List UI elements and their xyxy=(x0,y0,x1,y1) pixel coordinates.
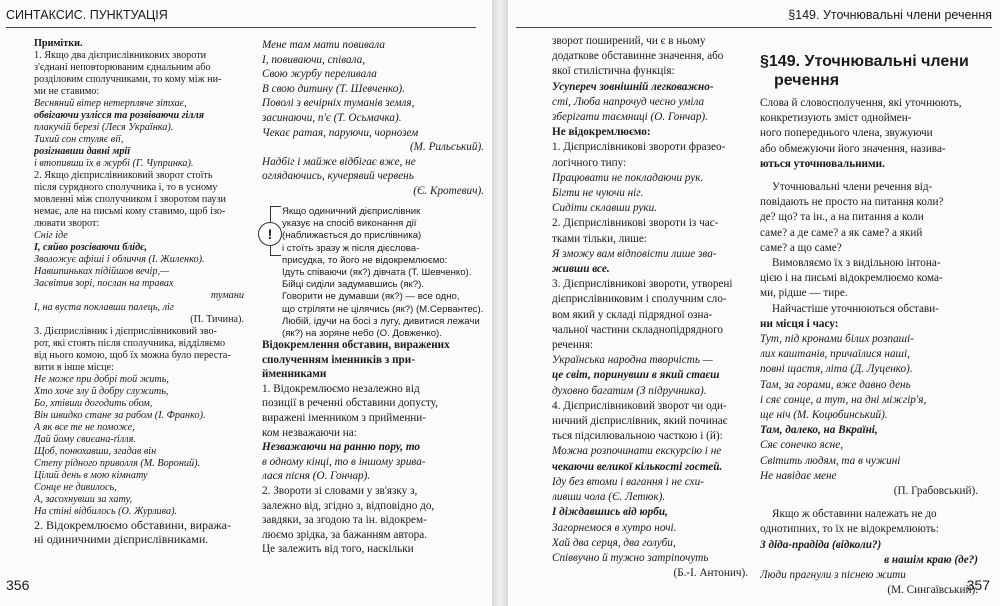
text-line: І, сяйво розсіваючи блідє, xyxy=(34,242,147,253)
text-line: ще ніч (М. Коцюбинський). xyxy=(760,409,888,422)
text-line: Чекає ратая, паруючи, чорнозем xyxy=(262,126,419,139)
text-line: Зволожує афіші і обличчя (І. Жиленко). xyxy=(34,254,205,265)
text-line: Там, далеко, на Вкраїні, xyxy=(760,424,878,437)
text-line: Там, за горами, вже давно день xyxy=(760,378,911,391)
text-line: Не може при добрі той жить, xyxy=(34,374,169,385)
text-line: саме? а де саме? а як саме? а який xyxy=(760,226,923,239)
text-line: Засвітив зорі, послан на травах xyxy=(34,278,174,289)
text-line: Хто хоче злу й добру служить, xyxy=(34,386,169,397)
text-line: І діждавшись від юрби, xyxy=(552,506,668,519)
text-line: Примітки. xyxy=(34,38,83,49)
text-line: якої стилістична функція: xyxy=(552,65,675,78)
text-line: Любій, ідучи на босі з лугу, дивитися лежачи xyxy=(282,315,480,327)
text-line: (Є. Кротевич). xyxy=(413,184,484,197)
text-line: 1. Дієприслівникові звороти фразео- xyxy=(552,141,726,154)
text-line: лася пісня (О. Гончар). xyxy=(262,470,371,483)
text-line: логічного типу: xyxy=(552,156,627,169)
text-line: конкретизують зміст одноймен- xyxy=(760,112,912,125)
text-line: І, на вуста поклавши палець, ліг xyxy=(34,302,174,313)
text-line: оглядаючись, кучерявий червень xyxy=(262,170,414,183)
text-line: Не навідає мене xyxy=(760,469,837,482)
text-line: зберігати таємниці (О. Гончар). xyxy=(552,111,708,124)
text-line: Бо, хтівши догодить обом, xyxy=(34,398,153,409)
text-line: від нього комою, щоб їх можна було переста- xyxy=(34,350,231,361)
text-line: Хай два серця, два голуби, xyxy=(552,536,676,549)
text-line: Світить людям, та в чужині xyxy=(760,454,901,467)
text-line: 3. Дієприслівникові звороти, утворені xyxy=(552,278,733,291)
text-line: розділовим сполучниками, то кому між ни- xyxy=(34,74,222,85)
heading-line-2: речення xyxy=(774,72,840,89)
section-heading xyxy=(760,52,980,90)
text-line: Можна розпочинати екскурсію і не xyxy=(552,445,722,458)
text-line: 4. Дієприслівниковий зворот чи оди- xyxy=(552,399,727,412)
text-line: Цілий день в мою кімнату xyxy=(34,470,148,481)
text-line: вом який у складі підрядної озна- xyxy=(552,308,713,321)
note-box xyxy=(258,206,488,340)
text-line: чекаючи великої кількості гостей. xyxy=(552,460,723,473)
text-line: і стоїть зразу ж після дієслова- xyxy=(282,242,420,254)
text-line: ються уточнювальними. xyxy=(760,157,885,170)
text-line: цією і на письмі відокремлюємо кома- xyxy=(760,272,943,285)
text-line: Весняний вітер нетерпляче зітхає, xyxy=(34,98,187,109)
column-1 xyxy=(34,38,244,546)
right-page xyxy=(508,0,1000,606)
text-line xyxy=(760,499,978,507)
text-line: 2. Якщо дієприслівниковий зворот стоїть xyxy=(34,170,213,181)
text-line: Степу рідного приволля (М. Вороний). xyxy=(34,458,201,469)
text-line: І, повиваючи, співала, xyxy=(262,53,366,66)
text-line: Свою журбу переливала xyxy=(262,68,377,81)
text-line: це світ, поринувши в який стаєш xyxy=(552,369,720,382)
text-line: додаткове обставинне значення, або xyxy=(552,50,724,63)
text-line: і втопивши їх в журбі (Г. Чупринка). xyxy=(34,158,194,169)
text-line: в нашім краю (де?) xyxy=(884,553,978,566)
page-number-left: 356 xyxy=(6,577,30,593)
text-line: Говорити не думавши (як?) — все одно, xyxy=(282,291,460,303)
text-line: Надбіг і майже відбігає вже, не xyxy=(262,155,416,168)
text-line: рот, які стоять після сполучника, відділяємо xyxy=(34,338,226,349)
text-line: вити в інше місце: xyxy=(34,362,114,373)
text-line: йменниками xyxy=(262,368,327,381)
text-line: обвігаючи узлісся та розвіваючи гілля xyxy=(34,110,204,121)
column-2-top xyxy=(262,38,484,199)
text-line: Українська народна творчість — xyxy=(552,354,713,367)
text-line: 2. Звороти зі словами у зв'язку з, xyxy=(262,484,418,497)
text-line: після сурядного сполучника і, то в усному xyxy=(34,182,218,193)
text-line: залежно від, згідно з, відповідно до, xyxy=(262,499,435,512)
text-line: Мене там мати повивала xyxy=(262,39,386,51)
note-text xyxy=(258,206,488,340)
text-line: (П. Тичина). xyxy=(190,314,244,325)
text-line: Сніг іде xyxy=(34,230,68,241)
text-line: тками тільки, лише: xyxy=(552,232,647,245)
text-line: тумани xyxy=(210,290,244,301)
text-line: ного попереднього члена, звужуючи xyxy=(760,127,933,140)
text-line: духовно багатим (З підручника). xyxy=(552,384,707,397)
text-line: виражені іменником з прийменни- xyxy=(262,411,427,424)
text-line: Бігти не чуючи ніг. xyxy=(552,187,644,200)
text-line: Іду без втоми і вагання і не схи- xyxy=(552,475,704,488)
text-line: Уточнювальні члени речення від- xyxy=(772,181,933,194)
text-line: Це залежить від того, наскільки xyxy=(262,543,414,556)
text-line xyxy=(760,172,978,180)
text-line: Відокремлення обставин, виражених xyxy=(262,339,450,351)
text-line: присудка, то його не відокремлюємо: xyxy=(282,254,448,266)
text-line: указує на спосіб виконання дії xyxy=(282,218,417,230)
text-line: 1. Якщо два дієприслівникових звороти xyxy=(34,50,207,61)
header-rule xyxy=(6,27,476,28)
text-line: В свою дитину (Т. Шевченко). xyxy=(262,82,405,95)
text-line: повідають не просто на питання коли? xyxy=(760,196,944,209)
text-line: На стіні відбилось (О. Журлива). xyxy=(34,506,178,517)
text-line: з'єднані неповторюваним єднальним або xyxy=(34,62,211,73)
text-line: (наближається до прислівника) xyxy=(282,230,422,242)
text-line: засинаючи, п'є (Т. Осьмачка). xyxy=(262,111,402,124)
text-line: (як?) на зоряне небо (О. Довженко). xyxy=(282,328,442,340)
text-line: ком незважаючи на: xyxy=(262,426,357,439)
text-line: ни місця і часу: xyxy=(760,317,839,330)
text-line: плакучій березі (Леся Українка). xyxy=(34,122,174,133)
text-line: лювати зворот: xyxy=(34,218,100,229)
text-line: в одному кінці, то в іншому зрива- xyxy=(262,455,426,468)
heading-line-1: §149. Уточнювальні члени xyxy=(760,53,969,70)
text-line: (П. Грабовський). xyxy=(893,485,978,498)
column-2-bottom xyxy=(262,338,484,557)
exclamation-icon: ! xyxy=(258,222,282,246)
running-head-right: §149. Уточнювальні члени речення xyxy=(788,8,992,22)
text-line: Сонце не дивилось, xyxy=(34,482,117,493)
text-line: Працювати не покладаючи рук. xyxy=(552,171,704,184)
text-line: ми не ставимо: xyxy=(34,86,100,97)
text-line: Сяє сонечко ясне, xyxy=(760,439,843,452)
text-line: Співвучно й тужно затріпочуть xyxy=(552,551,709,564)
text-line: Поволі з вечірніх туманів земля, xyxy=(262,97,415,110)
text-line: Слова й словосполучення, які уточнюють, xyxy=(760,97,962,109)
text-line: 3. Дієприслівник і дієприслівниковий зво- xyxy=(34,326,217,337)
text-line: повні щастя, літа (Д. Луценко). xyxy=(760,363,913,376)
text-line: А як все те не поможе, xyxy=(34,422,135,433)
text-line: (М. Рильський). xyxy=(409,141,484,154)
text-line: ми, рідше — тире. xyxy=(760,287,848,300)
column-4 xyxy=(760,96,978,599)
text-line: лих каштанів, причаїлися наші, xyxy=(760,348,910,361)
text-line: сті, Люба напрочуд чесно уміла xyxy=(552,95,705,108)
book-gutter xyxy=(492,0,508,606)
text-line: де? що? та ін., а на питання а коли xyxy=(760,211,924,224)
text-line: 2. Відокремлюємо обставини, виража- xyxy=(34,518,231,532)
text-line: Незважаючи на ранню пору, то xyxy=(262,441,420,454)
text-line: ться підсилювальною часткою і (й): xyxy=(552,430,723,443)
text-line: чальної частини складнопідрядного xyxy=(552,323,723,336)
text-line: Якщо одиничний дієприслівник xyxy=(282,206,421,217)
text-line: З діда-прадіда (відколи?) xyxy=(760,538,882,551)
left-page xyxy=(0,0,492,606)
text-line: Ідуть співаючи (як?) дівчата (Т. Шевченко). xyxy=(282,267,472,279)
text-line: Вимовляємо їх з видільною інтона- xyxy=(772,257,941,270)
text-line: 1. Відокремлюємо незалежно від xyxy=(262,382,420,395)
page-number-right: 357 xyxy=(966,577,990,593)
text-line: позиції в реченні обставини допусту, xyxy=(262,397,438,410)
text-line: Люди прагнули з піснею жити xyxy=(760,569,906,582)
text-line: 2. Дієприслівникові звороти із час- xyxy=(552,217,719,230)
text-line: однотипних, то їх не відокремлюють: xyxy=(760,523,939,536)
text-line: дієприслівниковим і сполучним сло- xyxy=(552,293,727,306)
text-line: люємо зрідка, за бажанням автора. xyxy=(262,528,428,541)
text-line: або обмежуючи його значення, назива- xyxy=(760,142,946,155)
text-line: (М. Сингаївський). xyxy=(887,584,978,597)
text-line: Якщо ж обставини належать не до xyxy=(772,508,937,521)
text-line: живши все. xyxy=(552,263,610,276)
text-line: Тихий сон стуляє вії, xyxy=(34,134,124,145)
text-line: Я зможу вам відповісти лише зва- xyxy=(552,247,717,260)
text-line: речення: xyxy=(552,339,594,352)
column-3 xyxy=(552,34,748,581)
text-line: Навшпиньках підійшов вечір,— xyxy=(34,266,170,277)
text-line: завдяки, за згодою та ін. відокрем- xyxy=(262,514,427,527)
running-head-left: СИНТАКСИС. ПУНКТУАЦІЯ xyxy=(6,8,168,22)
text-line: немає, але на письмі кому ставимо, щоб ізо- xyxy=(34,206,226,217)
text-line: Дай йому свиєана-ґілля. xyxy=(34,434,136,445)
text-line: Бійці сиділи задумавшись (як?). xyxy=(282,279,424,291)
text-line: (Б.-І. Антонич). xyxy=(673,567,748,580)
text-line: Сидіти склавши руки. xyxy=(552,202,658,215)
text-line: Тут, під кронами білих розпаші- xyxy=(760,333,914,346)
text-line: ничний дієприслівник, який починає xyxy=(552,415,728,428)
text-line: саме? а що саме? xyxy=(760,241,842,254)
text-line: Усупереч зовнішній легковажно- xyxy=(552,80,714,93)
text-line: мовленні між сполучником і зворотом паузи xyxy=(34,194,226,205)
text-line: ні одиничними дієприслівниками. xyxy=(34,532,209,546)
text-line: сполученням іменників з при- xyxy=(262,353,415,366)
text-line: Найчастіше уточнюються обстави- xyxy=(772,302,939,315)
text-line: Не відокремлюємо: xyxy=(552,126,651,139)
text-line: Загорнемося в хутро ночі. xyxy=(552,521,677,534)
text-line: Він швидко стане за рабом (І. Франко). xyxy=(34,410,206,421)
text-line: ливши чола (Є. Летюк). xyxy=(552,491,666,504)
text-line: розігнавши давні мрії xyxy=(34,146,131,157)
text-line: що стріляти не цілячись (як?) (М.Сервантес). xyxy=(282,303,484,315)
header-rule xyxy=(516,27,992,28)
text-line: Щоб, понюхавши, згадав він xyxy=(34,446,157,457)
text-line: зворот поширений, чи є в ньому xyxy=(552,35,706,47)
text-line: А, засохнувши за хату, xyxy=(34,494,133,505)
text-line: і сяє сонце, а тут, на дні міжгір'я, xyxy=(760,393,927,406)
